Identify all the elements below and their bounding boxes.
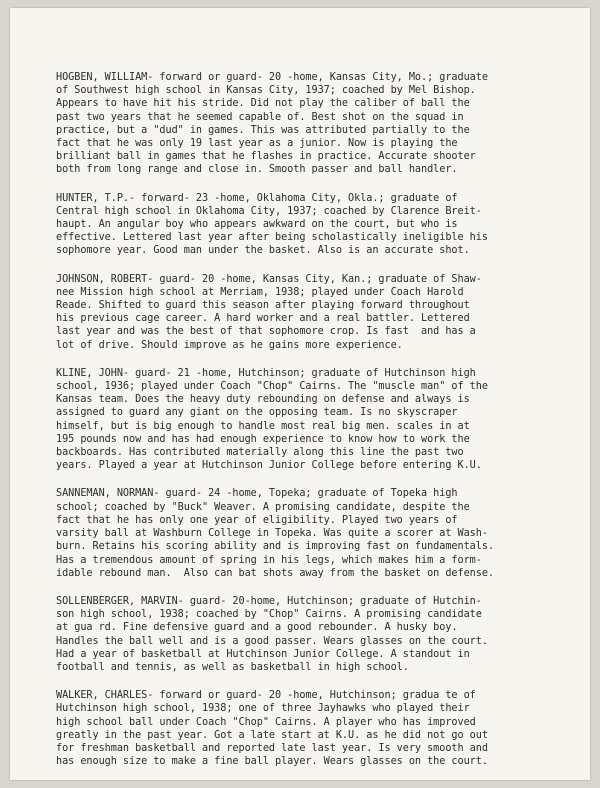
text-line: practice, but a "dud" in games. This was attributed partially to the bbox=[56, 124, 470, 136]
text-line: school; coached by "Buck" Weaver. A promising candidate, despite the bbox=[56, 501, 470, 513]
player-entry-hogben bbox=[56, 71, 562, 177]
text-line: idable rebound man. Also can bat shots away from the basket on defense. bbox=[56, 567, 495, 579]
text-line: years. Played a year at Hutchinson Junior College before entering K.U. bbox=[56, 460, 482, 472]
document-page bbox=[10, 8, 590, 780]
text-line: past two years that he seemed capable of. Best shot on the squad in bbox=[56, 111, 464, 123]
text-line: backboards. Has contributed materially along this line the past two bbox=[56, 447, 464, 459]
text-line: last year and was the best of that sophomore crop. Is fast and has a bbox=[56, 326, 476, 338]
text-line: SANNEMAN, NORMAN- guard- 24 -home, Topeka; graduate of Topeka high bbox=[56, 488, 458, 500]
text-line: of Southwest high school in Kansas City, 1937; coached by Mel Bishop. bbox=[56, 85, 476, 97]
text-line: Reade. Shifted to guard this season after playing forward throughout bbox=[56, 300, 470, 312]
text-line: HUNTER, T.P.- forward- 23 -home, Oklahoma City, Okla.; graduate of bbox=[56, 192, 458, 204]
text-line: football and tennis, as well as basketball in high school. bbox=[56, 661, 409, 673]
text-line: at gua rd. Fine defensive guard and a good rebounder. A husky boy. bbox=[56, 622, 458, 634]
text-line: haupt. An angular boy who appears awkward on the court, but who is bbox=[56, 219, 458, 231]
player-entry-kline bbox=[56, 367, 562, 473]
player-entry-sanneman bbox=[56, 487, 562, 579]
text-line: Handles the ball well and is a good passer. Wears glasses on the court. bbox=[56, 635, 488, 647]
text-line: HOGBEN, WILLIAM- forward or guard- 20 -home, Kansas City, Mo.; graduate bbox=[56, 72, 488, 83]
player-entry-walker bbox=[56, 689, 562, 768]
text-line: JOHNSON, ROBERT- guard- 20 -home, Kansas City, Kan.; graduate of Shaw- bbox=[56, 273, 482, 285]
text-line: high school ball under Coach "Chop" Cairns. A player who has improved bbox=[56, 716, 476, 728]
text-line: effective. Lettered last year after being scholastically ineligible his bbox=[56, 232, 488, 244]
text-line: varsity ball at Washburn College in Topeka. Was quite a scorer at Wash- bbox=[56, 528, 488, 540]
text-line: his previous cage career. A hard worker and a real battler. Lettered bbox=[56, 313, 470, 325]
text-line: sophomore year. Good man under the basket. Also is an accurate shot. bbox=[56, 245, 470, 257]
text-line: greatly in the past year. Got a late start at K.U. as he did not go out bbox=[56, 729, 488, 741]
text-line: for freshman basketball and reported late last year. Is very smooth and bbox=[56, 742, 488, 754]
text-line: Appears to have hit his stride. Did not play the caliber of ball the bbox=[56, 98, 470, 110]
document-body bbox=[56, 71, 562, 783]
text-line: son high school, 1938; coached by "Chop" Cairns. A promising candidate bbox=[56, 609, 482, 621]
text-line: KLINE, JOHN- guard- 21 -home, Hutchinson; graduate of Hutchinson high bbox=[56, 367, 476, 379]
text-line: Had a year of basketball at Hutchinson Junior College. A standout in bbox=[56, 648, 470, 660]
text-line: Central high school in Oklahoma City, 1937; coached by Clarence Breit- bbox=[56, 205, 482, 217]
text-line: Kansas team. Does the heavy duty rebounding on defense and always is bbox=[56, 394, 470, 406]
text-line: both from long range and close in. Smooth passer and ball handler. bbox=[56, 164, 458, 176]
text-line: himself, but is big enough to handle most real big men. scales in at bbox=[56, 420, 470, 432]
text-line: 195 pounds now and has had enough experience to know how to work the bbox=[56, 433, 470, 445]
text-line: SOLLENBERGER, MARVIN- guard- 20-home, Hutchinson; graduate of Hutchin- bbox=[56, 595, 482, 607]
text-line: fact that he has only one year of eligibility. Played two years of bbox=[56, 514, 458, 526]
text-line: assigned to guard any giant on the opposing team. Is no skyscraper bbox=[56, 407, 458, 419]
text-line: burn. Retains his scoring ability and is improving fast on fundamentals. bbox=[56, 541, 495, 553]
text-line: fact that he was only 19 last year as a junior. Now is playing the bbox=[56, 138, 458, 150]
text-line: nee Mission high school at Merriam, 1938; played under Coach Harold bbox=[56, 286, 464, 298]
text-line: Has a tremendous amount of spring in his legs, which makes him a form- bbox=[56, 554, 482, 566]
text-line: lot of drive. Should improve as he gains more experience. bbox=[56, 339, 403, 351]
text-line: WALKER, CHARLES- forward or guard- 20 -home, Hutchinson; gradua te of bbox=[56, 690, 476, 702]
text-line: has enough size to make a fine ball player. Wears glasses on the court. bbox=[56, 756, 488, 768]
text-line: Hutchinson high school, 1938; one of three Jayhawks who played their bbox=[56, 703, 470, 715]
player-entry-sollenberger bbox=[56, 595, 562, 674]
text-line: brilliant ball in games that he flashes in practice. Accurate shooter bbox=[56, 151, 476, 163]
text-line: school, 1936; played under Coach "Chop" Cairns. The "muscle man" of the bbox=[56, 381, 488, 393]
player-entry-johnson bbox=[56, 273, 562, 352]
player-entry-hunter bbox=[56, 192, 562, 258]
